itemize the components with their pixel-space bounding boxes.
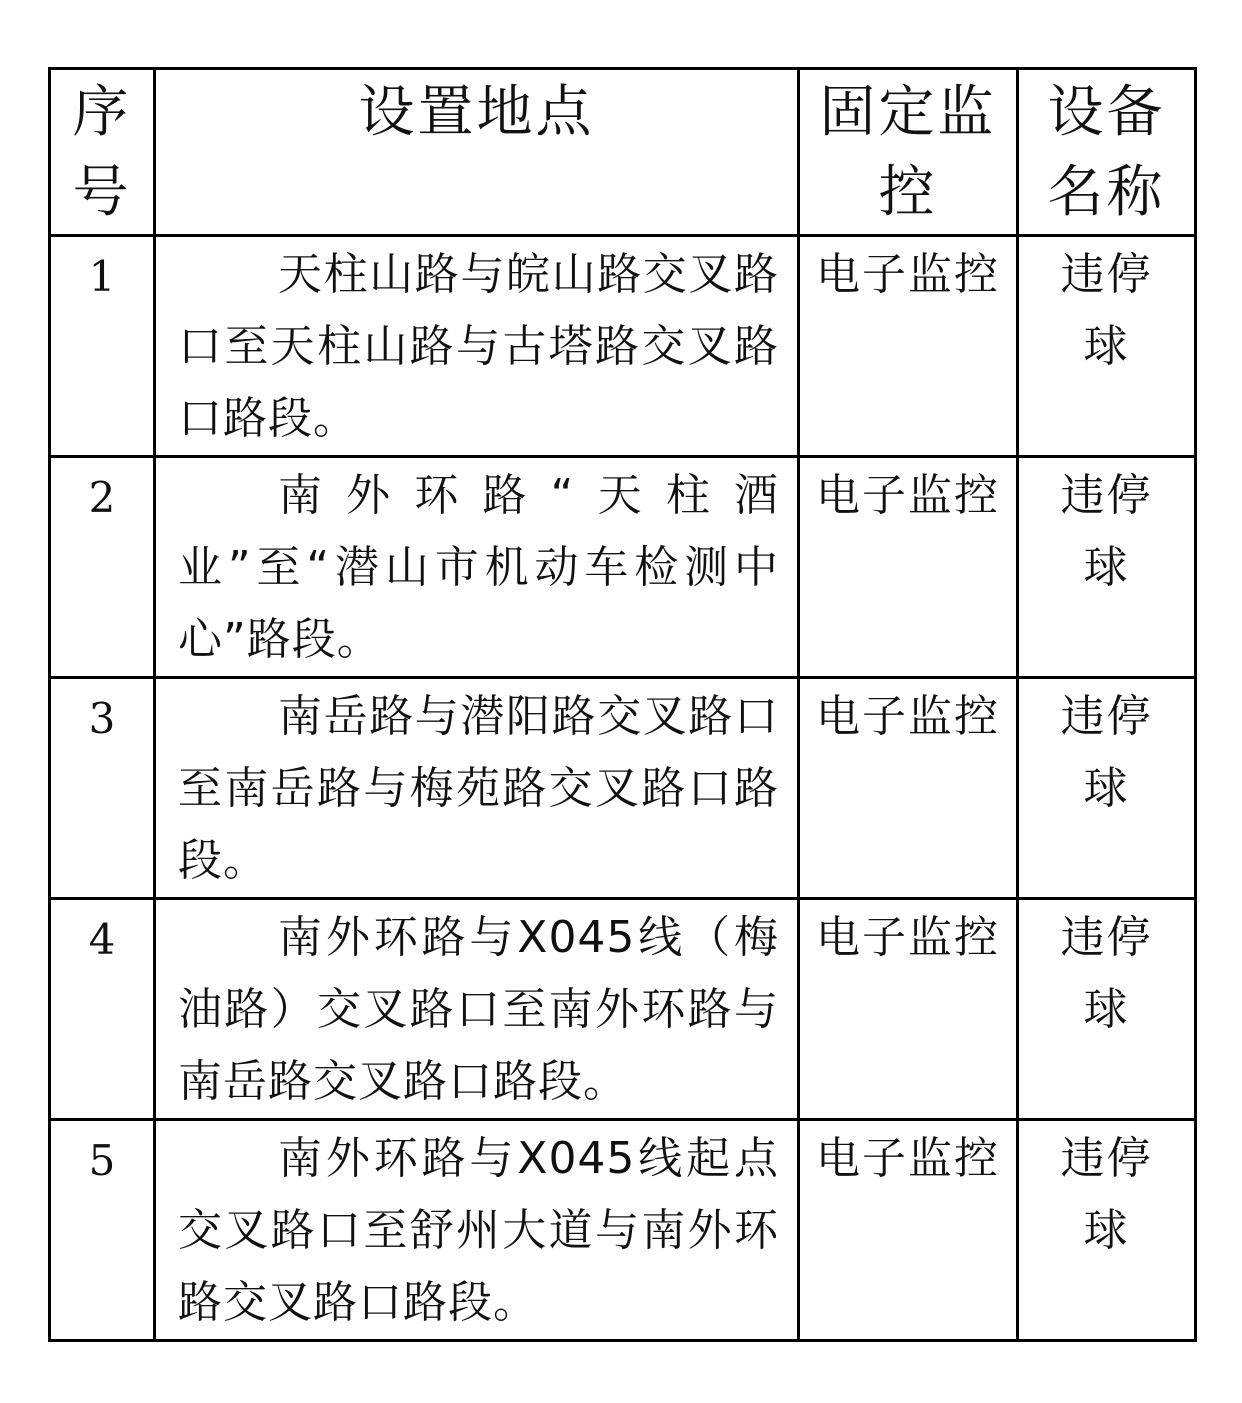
row-device-name: 违停球: [1018, 1120, 1196, 1341]
header-device-name: 设备名称: [1018, 69, 1196, 236]
table-row: [50, 1120, 1196, 1341]
header-fixed-monitoring: 固定监控: [799, 69, 1018, 236]
row-location: 天柱山路与皖山路交叉路口至天柱山路与古塔路交叉路口路段。: [155, 236, 799, 457]
row-device-name: 违停球: [1018, 236, 1196, 457]
row-device-name: 违停球: [1018, 899, 1196, 1120]
table-row: [50, 457, 1196, 678]
table-row: [50, 899, 1196, 1120]
monitoring-locations-table: [48, 67, 1197, 1342]
row-monitor-type: 电子监控: [799, 678, 1018, 899]
header-location: 设置地点: [155, 69, 799, 236]
row-serial-number: 4: [50, 899, 155, 1120]
row-monitor-type: 电子监控: [799, 1120, 1018, 1341]
row-device-name: 违停球: [1018, 678, 1196, 899]
row-location: 南外环路“天柱酒业”至“潜山市机动车检测中心”路段。: [155, 457, 799, 678]
row-location: 南外环路与X045线起点交叉路口至舒州大道与南外环路交叉路口路段。: [155, 1120, 799, 1341]
table-row: [50, 236, 1196, 457]
row-serial-number: 3: [50, 678, 155, 899]
row-serial-number: 5: [50, 1120, 155, 1341]
row-monitor-type: 电子监控: [799, 899, 1018, 1120]
row-monitor-type: 电子监控: [799, 236, 1018, 457]
row-monitor-type: 电子监控: [799, 457, 1018, 678]
row-serial-number: 1: [50, 236, 155, 457]
header-serial-number: 序号: [50, 69, 155, 236]
row-location: 南外环路与X045线（梅油路）交叉路口至南外环路与南岳路交叉路口路段。: [155, 899, 799, 1120]
row-device-name: 违停球: [1018, 457, 1196, 678]
row-location: 南岳路与潜阳路交叉路口至南岳路与梅苑路交叉路口路段。: [155, 678, 799, 899]
table-row: [50, 678, 1196, 899]
table-header-row: [50, 69, 1196, 236]
row-serial-number: 2: [50, 457, 155, 678]
